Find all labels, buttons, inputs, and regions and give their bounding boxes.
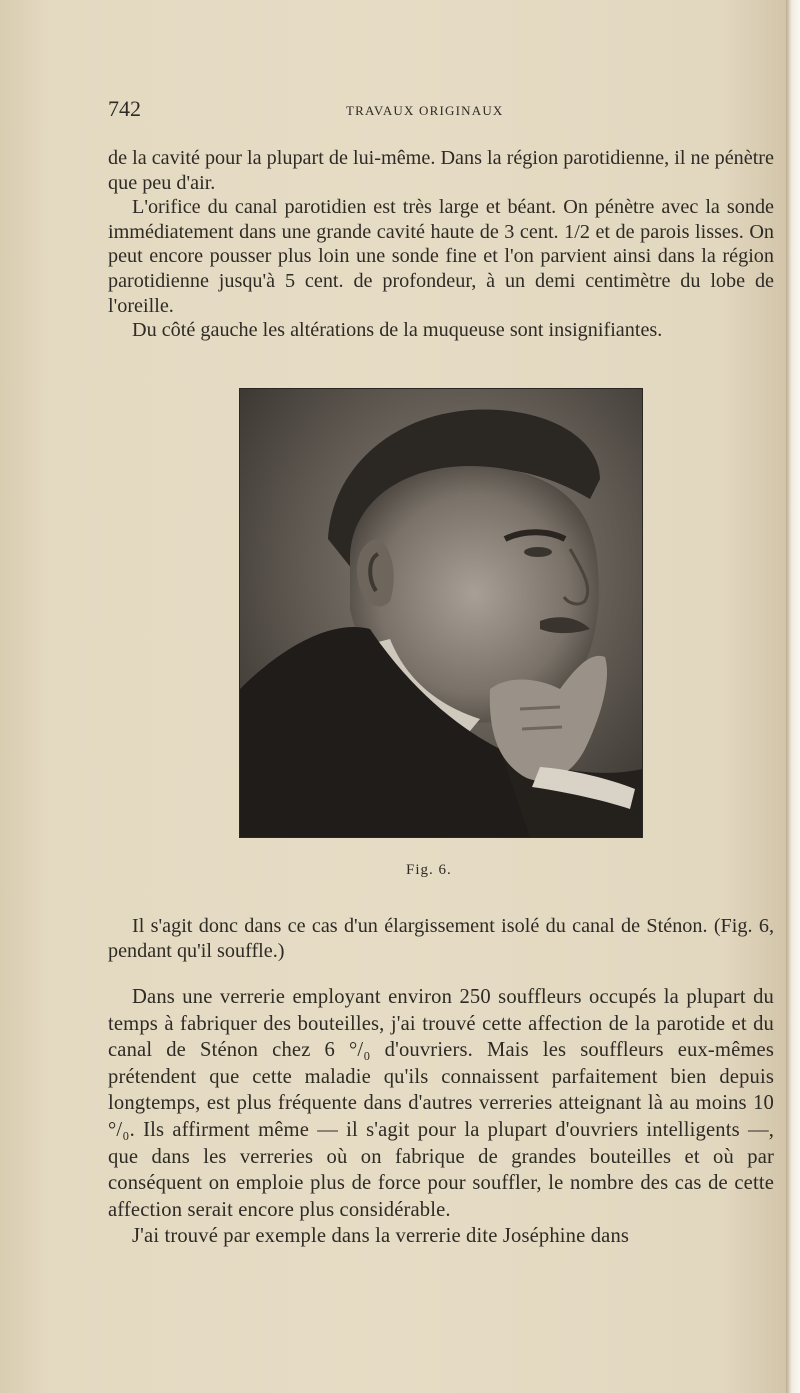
paragraph: J'ai trouvé par exemple dans la verrerie dite Joséphine dans xyxy=(132,1225,630,1248)
running-head: TRAVAUX ORIGINAUX xyxy=(346,103,504,118)
figure-photograph xyxy=(239,388,643,838)
paragraph: Du côté gauche les altérations de la muqueuse sont insignifiantes. xyxy=(132,319,663,342)
text-block-bottom xyxy=(108,984,774,1250)
text-block-top xyxy=(108,146,774,343)
paragraph: de la cavité pour la plupart de lui-même. Dans la région parotidienne, il ne pénètre que peu d'air. xyxy=(108,147,774,194)
page-number: 742 xyxy=(108,96,141,121)
paragraph: Il s'agit donc dans ce cas d'un élargissement isolé du canal de Sténon. (Fig. 6, pendant qu'il souffle.) xyxy=(108,915,774,962)
page-header xyxy=(108,96,768,126)
figure-caption: Fig. 6. xyxy=(406,862,452,878)
paragraph: L'orifice du canal parotidien est très large et béant. On pénètre avec la sonde immédiatement dans une grande cavité haute de 3 cent. 1/2 et de parois lisses. On peut encore pousser plus loin une sonde fine et l'on parvient ainsi dans la région parotidienne jusqu'à 5 cent. de profondeur, à un demi centimètre du lobe de l'oreille. xyxy=(108,196,774,317)
paragraph: Dans une verrerie employant environ 250 souffleurs occupés la plupart du temps à fabriquer des bouteilles, j'ai trouvé cette affection de la parotide et du canal de Sténon chez 6 °/₀ d'ouvriers. Mais les souffleurs eux-mêmes prétendent que cette maladie qu'ils connaissent parfaitement bien depuis longtemps, est plus fréquente dans d'autres verreries atteignant là au moins 10 °/₀. Ils affirment même — il s'agit pour la plupart d'ouvriers intelligents —, que dans les verreries où on fabrique de grandes bouteilles et où par conséquent on emploie plus de force pour souffler, le nombre des cas de cette affection serait encore plus considérable. xyxy=(108,986,774,1221)
page-edge xyxy=(786,0,800,1393)
text-block-middle xyxy=(108,914,774,963)
portrait-photo xyxy=(240,389,642,837)
